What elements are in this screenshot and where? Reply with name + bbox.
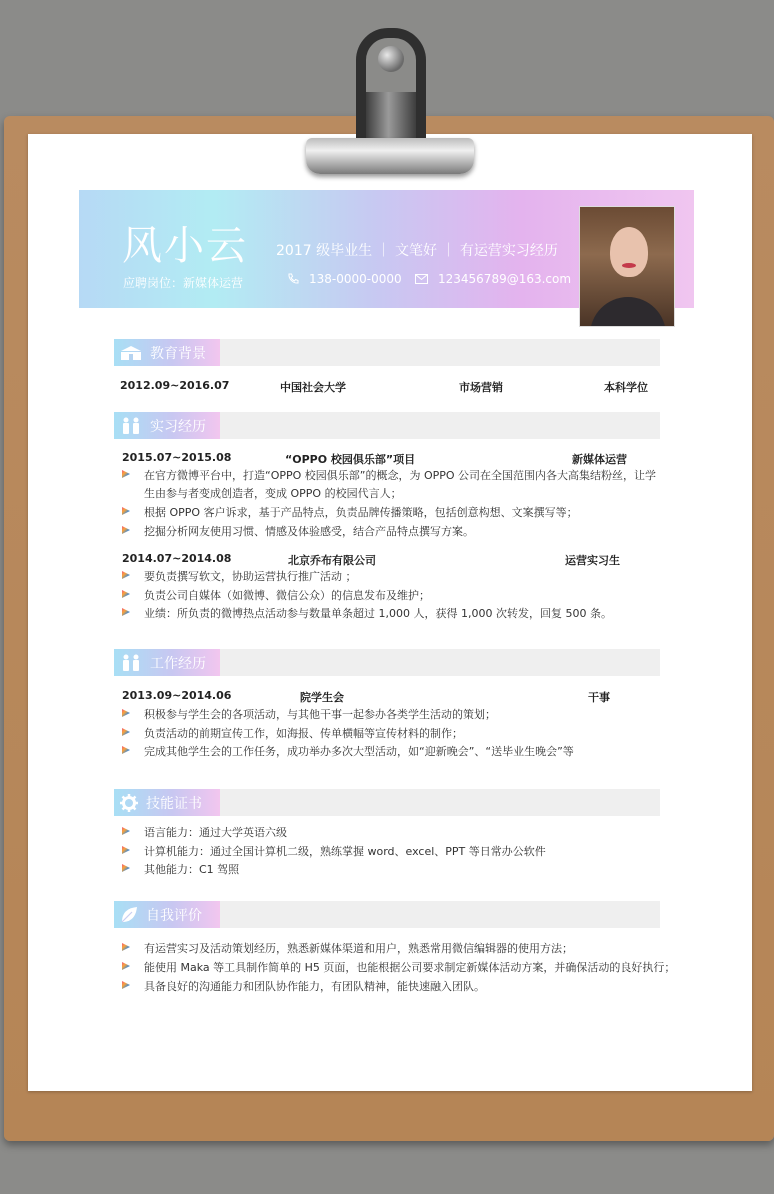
mail-icon [415,274,428,284]
bullet-icon [122,470,130,478]
edu-period: 2012.09~2016.07 [120,379,230,392]
phone-contact [287,272,402,286]
people-icon [120,417,142,435]
section-work [114,649,660,676]
section-title-internship: 实习经历 [150,418,206,435]
job1-role: 新媒体运营 [572,453,627,466]
leaf-icon [120,906,138,924]
edu-school: 中国社会大学 [280,381,346,394]
education-icon [120,345,142,361]
bullet-icon [122,728,130,736]
edu-major: 市场营销 [459,381,503,394]
bullet-icon [122,827,130,835]
list-item: 根据 OPPO 客户诉求，基于产品特点，负责品牌传播策略，包括创意构想、文案撰写等； [122,504,578,522]
list-item: 负责公司自媒体（如微博、微信公众）的信息发布及维护； [122,587,430,605]
bullet-icon [122,846,130,854]
section-self-evaluation [114,901,660,928]
clip-base [306,138,474,174]
bullet-icon [122,746,130,754]
candidate-photo [579,206,675,327]
bullet-icon [122,526,130,534]
list-item: 积极参与学生会的各项活动，与其他干事一起参办各类学生活动的策划； [122,706,496,724]
list-item: 完成其他学生会的工作任务，成功举办多次大型活动，如“迎新晚会”、“送毕业生晚会”等 [122,743,574,761]
list-item: 计算机能力：通过全国计算机二级，熟练掌握 word、excel、PPT 等日常办公软件 [122,843,546,861]
list-item: 语言能力：通过大学英语六级 [122,824,287,842]
phone-number: 138-0000-0000 [309,272,402,286]
people-icon [120,654,142,672]
candidate-tagline: 2017 级毕业生 ｜ 文笔好 ｜ 有运营实习经历 [276,243,558,259]
list-item: 在官方微博平台中，打造“OPPO 校园俱乐部”的概念，为 OPPO 公司在全国范围内各大高集结粉丝，让学 [122,467,656,485]
list-item: 挖掘分析网友使用习惯、情感及体验感受，结合产品特点撰写方案。 [122,523,474,541]
list-item: 负责活动的前期宣传工作，如海报、传单横幅等宣传材料的制作； [122,725,463,743]
bullet-icon [122,608,130,616]
applied-position: 应聘岗位：新媒体运营 [123,276,244,290]
section-education [114,339,660,366]
list-item: 能使用 Maka 等工具制作简单的 H5 页面，也能根据公司要求制定新媒体活动方案，并确保活动的良好执行； [122,959,675,977]
work-org: 院学生会 [300,691,344,704]
list-item-continuation: 生由参与者变成创造者，变成 OPPO 的校园代言人； [144,487,402,500]
candidate-name: 风小云 [122,223,248,269]
bullet-icon [122,709,130,717]
gear-icon [120,794,138,812]
bullet-icon [122,590,130,598]
job2-period: 2014.07~2014.08 [122,552,232,565]
section-skills [114,789,660,816]
section-title-skills: 技能证书 [146,795,202,812]
list-item: 有运营实习及活动策划经历，熟悉新媒体渠道和用户，熟悉常用微信编辑器的使用方法； [122,940,573,958]
section-title-work: 工作经历 [150,655,206,672]
bullet-icon [122,571,130,579]
edu-degree: 本科学位 [604,381,648,394]
bullet-icon [122,981,130,989]
bullet-icon [122,943,130,951]
job1-org: “OPPO 校园俱乐部”项目 [285,453,416,466]
clip-body [366,92,416,142]
email-address: 123456789@163.com [438,272,572,286]
bullet-icon [122,962,130,970]
work-role: 干事 [588,691,610,704]
list-item: 其他能力：C1 驾照 [122,861,239,879]
list-item: 业绩：所负责的微博热点活动参与数量单条超过 1,000 人，获得 1,000 次转发，回复 500 条。 [122,605,612,623]
job1-period: 2015.07~2015.08 [122,451,232,464]
work-period: 2013.09~2014.06 [122,689,232,702]
email-contact [415,272,571,286]
list-item: 具备良好的沟通能力和团队协作能力，有团队精神，能快速融入团队。 [122,978,485,996]
bullet-icon [122,864,130,872]
job2-role: 运营实习生 [565,554,620,567]
phone-icon [287,273,299,285]
list-item: 要负责撰写软文，协助运营执行推广活动 ； [122,568,357,586]
bullet-icon [122,507,130,515]
job2-org: 北京乔布有限公司 [288,554,376,567]
section-internship [114,412,660,439]
section-title-education: 教育背景 [150,345,206,362]
section-title-self: 自我评价 [146,907,202,924]
